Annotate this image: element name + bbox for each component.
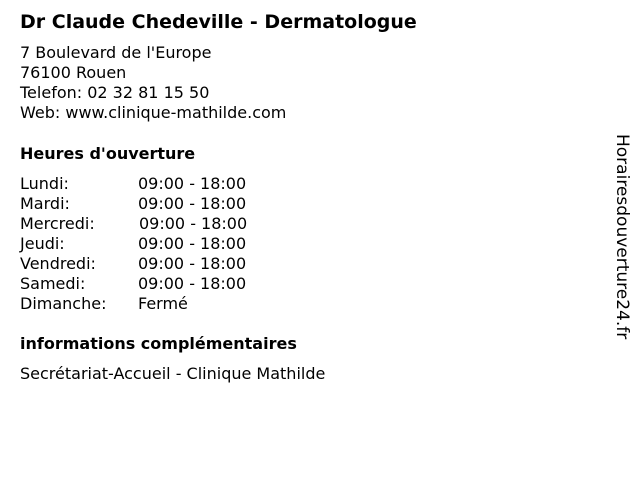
phone-line: Telefon: 02 32 81 15 50 (20, 83, 210, 102)
time-value: 09:00 - 18:00 (138, 174, 247, 193)
time-value: 09:00 - 18:00 (138, 274, 247, 293)
website-line: Web: www.clinique-mathilde.com (20, 103, 287, 122)
extra-info-heading: informations complémentaires (20, 334, 297, 353)
time-value: 09:00 - 18:00 (138, 234, 247, 253)
address-block (20, 43, 286, 123)
time-value: 09:00 - 18:00 (138, 254, 247, 273)
business-title: Dr Claude Chedeville - Dermatologue (20, 11, 417, 33)
day-label: Dimanche: (20, 294, 107, 313)
city-postal: 76100 Rouen (20, 63, 127, 82)
day-label: Mardi: (20, 194, 70, 213)
day-label: Vendredi: (20, 254, 96, 273)
day-label: Jeudi: (20, 234, 65, 253)
street-address: 7 Boulevard de l'Europe (20, 43, 212, 62)
site-watermark: Horairesdouverture24.fr (612, 134, 632, 340)
time-value: 09:00 - 18:00 (138, 194, 247, 213)
time-value: Fermé (138, 294, 188, 313)
extra-info-text: Secrétariat-Accueil - Clinique Mathilde (20, 364, 326, 383)
time-value: 09:00 - 18:00 (139, 214, 248, 233)
day-label: Mercredi: (20, 214, 95, 233)
hours-heading: Heures d'ouverture (20, 144, 196, 163)
day-label: Lundi: (20, 174, 69, 193)
day-label: Samedi: (20, 274, 86, 293)
